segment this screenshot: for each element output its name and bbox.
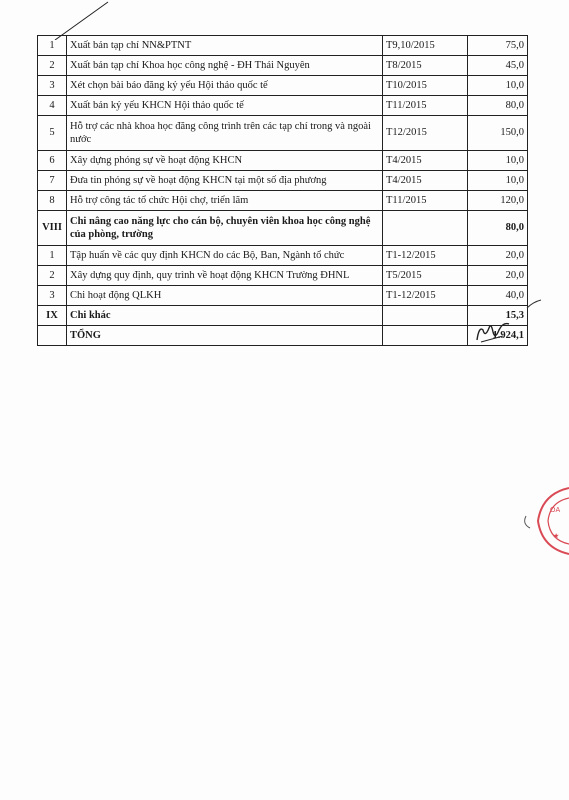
- table-row: [38, 286, 528, 306]
- edge-scan-mark: [525, 296, 545, 316]
- row-time: [383, 326, 468, 346]
- row-amount: 10,0: [468, 171, 528, 191]
- section-row: [38, 306, 528, 326]
- row-time: T4/2015: [383, 151, 468, 171]
- red-stamp-fragment: [520, 486, 569, 556]
- row-content: Xây dựng phóng sự về hoạt động KHCN: [67, 151, 383, 171]
- row-number: 1: [38, 36, 67, 56]
- section-amount: 15,3: [468, 306, 528, 326]
- row-amount: 45,0: [468, 56, 528, 76]
- section-number: IX: [38, 306, 67, 326]
- section-row: [38, 211, 528, 246]
- svg-text:★: ★: [553, 533, 560, 540]
- row-number: 5: [38, 116, 67, 151]
- row-content: Chi hoạt động QLKH: [67, 286, 383, 306]
- total-label: TỔNG: [67, 326, 383, 346]
- budget-table: [37, 35, 528, 346]
- row-time: T9,10/2015: [383, 36, 468, 56]
- row-content: Hỗ trợ các nhà khoa học đăng công trình trên các tạp chí trong và ngoài nước: [67, 116, 383, 151]
- row-content: Đưa tin phóng sự về hoạt động KHCN tại một số địa phương: [67, 171, 383, 191]
- row-time: T10/2015: [383, 76, 468, 96]
- row-amount: 40,0: [468, 286, 528, 306]
- row-amount: 80,0: [468, 96, 528, 116]
- row-amount: 10,0: [468, 151, 528, 171]
- row-time: [383, 306, 468, 326]
- row-time: T5/2015: [383, 266, 468, 286]
- row-amount: 10,0: [468, 76, 528, 96]
- row-content: Xuất bản kỷ yếu KHCN Hội thảo quốc tế: [67, 96, 383, 116]
- row-number: 8: [38, 191, 67, 211]
- row-number: 6: [38, 151, 67, 171]
- table-row: [38, 76, 528, 96]
- table-row: [38, 36, 528, 56]
- section-number: VIII: [38, 211, 67, 246]
- total-amount: 1.924,1: [468, 326, 528, 346]
- row-number: 3: [38, 76, 67, 96]
- table-row: [38, 151, 528, 171]
- table-row: [38, 56, 528, 76]
- row-time: T11/2015: [383, 191, 468, 211]
- row-time: T8/2015: [383, 56, 468, 76]
- row-number: 1: [38, 246, 67, 266]
- table-row: [38, 246, 528, 266]
- signature-mark: [473, 316, 513, 346]
- row-amount: 20,0: [468, 246, 528, 266]
- row-number: 2: [38, 56, 67, 76]
- row-time: T12/2015: [383, 116, 468, 151]
- row-content: Xét chọn bài báo đăng kỷ yếu Hội thảo quốc tế: [67, 76, 383, 96]
- table-row: [38, 171, 528, 191]
- row-content: Xuất bản tạp chí NN&PTNT: [67, 36, 383, 56]
- table-row: [38, 116, 528, 151]
- row-amount: 120,0: [468, 191, 528, 211]
- section-title: Chi nâng cao năng lực cho cán bộ, chuyên viên khoa học công nghệ của phòng, trường: [67, 211, 383, 246]
- row-content: Xuất bản tạp chí Khoa học công nghệ - ĐH Thái Nguyên: [67, 56, 383, 76]
- row-time: T11/2015: [383, 96, 468, 116]
- row-time: T1-12/2015: [383, 286, 468, 306]
- row-number: 3: [38, 286, 67, 306]
- row-number: 4: [38, 96, 67, 116]
- row-time: T4/2015: [383, 171, 468, 191]
- row-time: [383, 211, 468, 246]
- table-row: [38, 96, 528, 116]
- row-number: 2: [38, 266, 67, 286]
- row-amount: 75,0: [468, 36, 528, 56]
- row-content: Hỗ trợ công tác tổ chức Hội chợ, triển lãm: [67, 191, 383, 211]
- row-time: T1-12/2015: [383, 246, 468, 266]
- row-amount: 150,0: [468, 116, 528, 151]
- section-amount: 80,0: [468, 211, 528, 246]
- row-content: Tập huấn về các quy định KHCN do các Bộ, Ban, Ngành tổ chức: [67, 246, 383, 266]
- corner-fold-line: [0, 0, 110, 40]
- table-row: [38, 191, 528, 211]
- section-title: Chi khác: [67, 306, 383, 326]
- svg-text:OA: OA: [550, 507, 561, 514]
- row-amount: 20,0: [468, 266, 528, 286]
- row-number: [38, 326, 67, 346]
- row-content: Xây dựng quy định, quy trình về hoạt động KHCN Trường ĐHNL: [67, 266, 383, 286]
- total-row: [38, 326, 528, 346]
- row-number: 7: [38, 171, 67, 191]
- table-row: [38, 266, 528, 286]
